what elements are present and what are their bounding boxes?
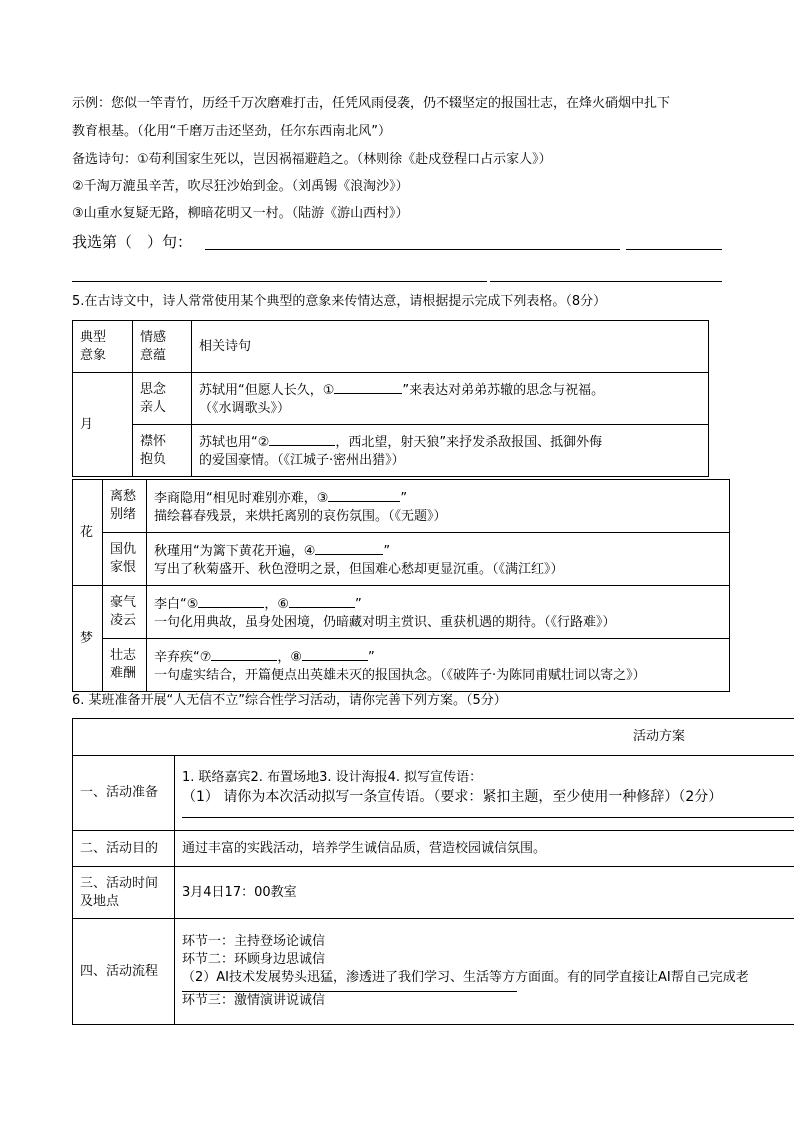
blank-2[interactable] [269, 431, 335, 446]
purpose-content: 通过丰富的实践活动，培养学生诚信品质，营造校园诚信氛围。 [175, 831, 794, 867]
answer-line-2a[interactable] [72, 281, 487, 282]
poem-cell: 辛弃疾“⑦ ，⑧ ” 一句虚实结合，开篇便点出英雄未灭的报国执念。（《破阵子·为陈同甫赋壮词以寄之》） [147, 639, 730, 692]
q6-activity-table [72, 718, 794, 1025]
q5-table-flower-dream [72, 479, 730, 692]
blank-6[interactable] [289, 593, 355, 608]
activity-table-title: 活动方案 [73, 719, 794, 756]
emotion-cell: 离愁别绪 [103, 480, 147, 533]
answer-line-1b[interactable] [626, 249, 722, 250]
example-line-1: 示例：您似一竿青竹，历经千万次磨难打击，任凭风雨侵袭，仍不辍坚定的报国壮志，在烽火硝烟中扎下 [72, 96, 671, 111]
emotion-cell: 思念亲人 [133, 373, 192, 425]
poem-cell: 李白“⑤ ，⑥ ” 一句化用典故，虽身处困境，仍暗藏对明主赏识、重获机遇的期待。（《行路难》） [147, 586, 730, 639]
image-dream: 梦 [73, 586, 103, 692]
image-moon: 月 [73, 373, 133, 477]
row-label-process: 四、活动流程 [73, 919, 175, 1025]
choice-label: 我选第（ ）句： [72, 233, 193, 251]
emotion-cell: 国仇家恨 [103, 533, 147, 586]
header-image: 典型意象 [73, 321, 133, 373]
answer-line-1a[interactable] [205, 249, 620, 250]
answer-line-2b[interactable] [490, 281, 722, 282]
example-line-2: 教育根基。（化用“千磨万击还坚劲，任尔东西南北风”） [72, 124, 391, 139]
blank-1[interactable] [334, 379, 402, 394]
header-poem: 相关诗句 [192, 321, 709, 373]
poem-option-2: ②千淘万漉虽辛苦，吹尽狂沙始到金。（刘禹锡《浪淘沙》） [72, 179, 409, 194]
time-place-content: 3月4日17：00教室 [175, 867, 794, 919]
slogan-answer-line[interactable] [182, 807, 794, 818]
poem-option-1: 备选诗句：①苟利国家生死以，岂因祸福避趋之。（林则徐《赴戍登程口占示家人》） [72, 152, 552, 167]
emotion-cell: 襟怀抱负 [133, 425, 192, 477]
q5-table-moon [72, 320, 709, 477]
header-emotion: 情感意蕴 [133, 321, 192, 373]
row-label-prepare: 一、活动准备 [73, 756, 175, 831]
q6-title: 6. 某班准备开展“人无信不立”综合性学习活动，请你完善下列方案。（5分） [72, 693, 507, 708]
blank-3[interactable] [328, 487, 400, 502]
blank-4[interactable] [315, 540, 383, 555]
image-flower: 花 [73, 480, 103, 586]
poem-cell: 秋瑾用“为篱下黄花开遍，④ ” 写出了秋菊盛开、秋色澄明之景，但国难心愁却更显沉重。（《满江红》） [147, 533, 730, 586]
poem-option-3: ③山重水复疑无路，柳暗花明又一村。（陆游《游山西村》） [72, 206, 409, 221]
poem-cell: 苏轼也用“② ，西北望，射天狼”来抒发杀敌报国、抵御外侮 的爱国豪情。（《江城子·密州出猎》） [192, 425, 709, 477]
poem-cell: 李商隐用“相见时难别亦难，③ ” 描绘暮春残景，来烘托离别的哀伤氛围。（《无题》） [147, 480, 730, 533]
blank-8[interactable] [302, 646, 368, 661]
process-content: 环节一：主持登场论诚信 环节二：环顾身边思诚信 （2）AI技术发展势头迅猛，渗透进了我们学习、生活等方方面面。有的同学直接让AI帮自己完成老 环节三：激情演讲说诚信 [175, 919, 794, 1025]
row-label-time-place: 三、活动时间及地点 [73, 867, 175, 919]
emotion-cell: 豪气凌云 [103, 586, 147, 639]
blank-7[interactable] [211, 646, 277, 661]
q5-title: 5.在古诗文中，诗人常常使用某个典型的意象来传情达意，请根据提示完成下列表格。（8分） [72, 294, 607, 309]
blank-5[interactable] [198, 593, 264, 608]
emotion-cell: 壮志难酬 [103, 639, 147, 692]
poem-cell: 苏轼用“但愿人长久，① ”来表达对弟弟苏辙的思念与祝福。 （《水调歌头》） [192, 373, 709, 425]
prepare-content: 1. 联络嘉宾2. 布置场地3. 设计海报4. 拟写宣传语： （1） 请你为本次活动拟写一条宣传语。（要求：紧扣主题，至少使用一种修辞）（2分） [175, 756, 794, 831]
row-label-purpose: 二、活动目的 [73, 831, 175, 867]
